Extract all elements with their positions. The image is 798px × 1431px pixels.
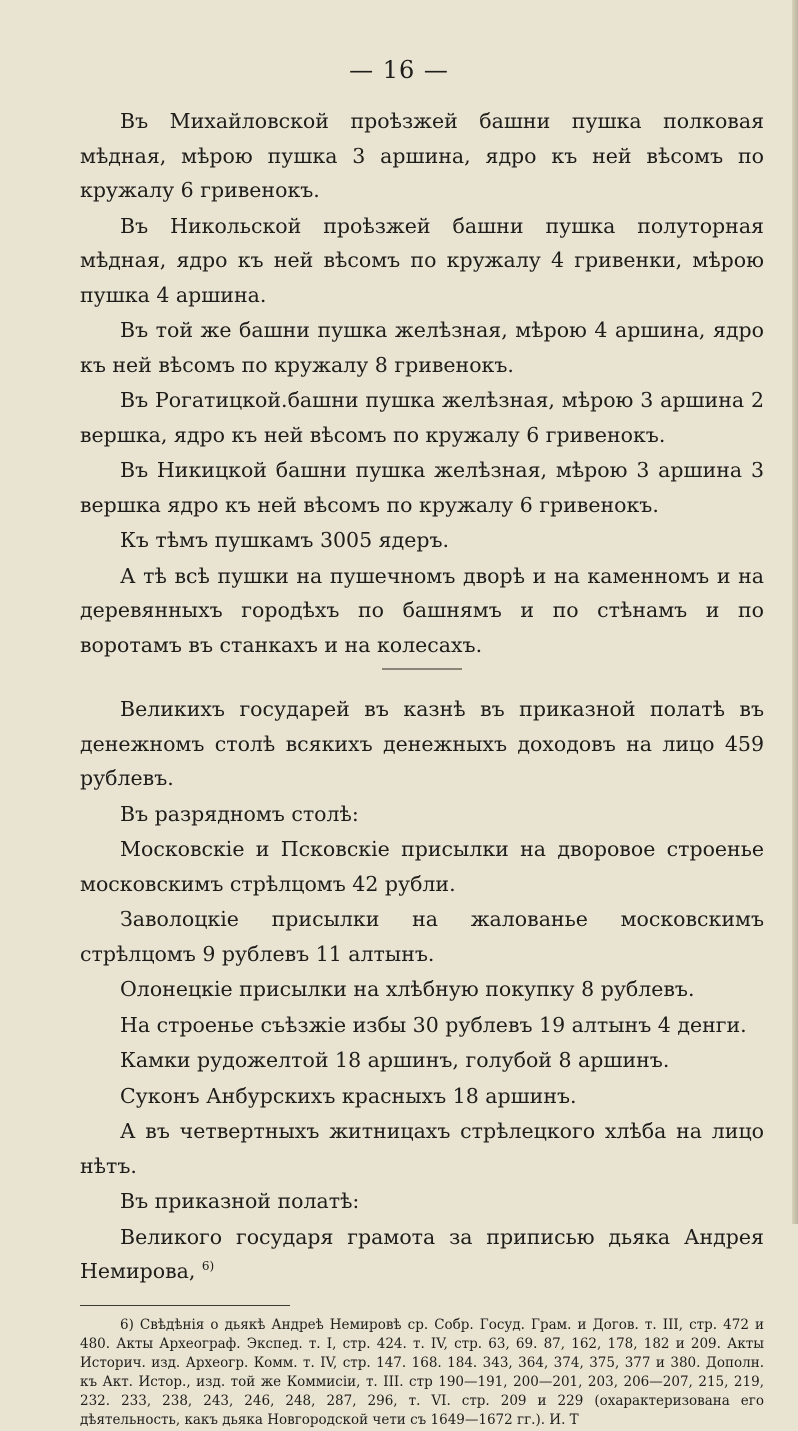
paragraph: Къ тѣмъ пушкамъ 3005 ядеръ. (120, 528, 450, 552)
section-divider (382, 668, 462, 670)
footnote: 6) Свѣдѣнія о дьякѣ Андреѣ Немировѣ ср. Собр. Госуд. Грам. и Догов. т. III, стр. 472 и 480. Акты Археограф. Экспед. т. I, стр. 424. т. IV, стр. 63, 69. 87, 162, 178, 182 и 209. Акты Историч. изд. Археогр. Комм. т. IV, стр. 147. 168. 184. 343, 364, 374, 375, 377 и 380. Дополн. къ Акт. Истор., изд. той же Коммисіи, т. III. стр 190—191, 200—201, 203, 206—207, 215, 219, 232. 233, 238, 243, 246, 248, 287, 296, т. VI. стр. 209 и 229 (охарактеризована его дѣятельность, какъ дьяка Новгородской чети съ 1649—1672 гг.). И. Т (80, 1316, 764, 1428)
paragraph: Въ Рогатицкой.башни пушка желѣзная, мѣрою 3 аршина 2 вершка, ядро къ ней вѣсомъ по кружалу 6 гривенокъ. (80, 388, 764, 447)
paragraph: А тѣ всѣ пушки на пушечномъ дворѣ и на каменномъ и на деревянныхъ городѣхъ по башнямъ и по стѣнамъ и по воротамъ въ станкахъ и на колесахъ. (80, 563, 764, 657)
paragraph: На строенье съѣзжіе избы 30 рублевъ 19 алтынъ 4 денги. (120, 1012, 747, 1037)
paragraph: Заволоцкіе присылки на жалованье московскимъ стрѣлцомъ 9 рублевъ 11 алтынъ. (80, 907, 764, 966)
paragraph-text: Великого государя грамота за приписью дьяка Андрея Немирова, (80, 1224, 764, 1283)
paragraph: Камки рудожелтой 18 аршинъ, голубой 8 аршинъ. (120, 1048, 670, 1072)
body-text (80, 104, 764, 1431)
paragraph: А въ четвертныхъ житницахъ стрѣлецкого хлѣба на лицо нѣтъ. (80, 1119, 764, 1178)
paragraph: Въ Михайловской проѣзжей башни пушка полковая мѣдная, мѣрою пушка 3 аршина, ядро къ ней вѣсомъ по кружалу 6 гривенокъ. (80, 109, 764, 202)
paragraph: Суконъ Анбурскихъ красныхъ 18 аршинъ. (120, 1083, 577, 1108)
paragraph: Въ Никольской проѣзжей башни пушка полуторная мѣдная, ядро къ ней вѣсомъ по кружалу 4 гривенки, мѣрою пушка 4 аршина. (80, 213, 764, 307)
paragraph: Въ разрядномъ столѣ: (120, 801, 359, 826)
paragraph: Въ той же башни пушка желѣзная, мѣрою 4 аршина, ядро къ ней вѣсомъ по кружалу 8 гривенокъ. (80, 318, 764, 377)
paragraph: Олонецкіе присылки на хлѣбную покупку 8 рублевъ. (120, 977, 695, 1001)
paragraph: Въ Никицкой башни пушка желѣзная, мѣрою 3 аршина 3 вершка ядро къ ней вѣсомъ по кружалу 6 гривенокъ. (80, 458, 764, 517)
footnote-marker: 6) (201, 1259, 215, 1274)
paragraph: Въ приказной полатѣ: (120, 1189, 360, 1213)
paragraph-with-note (80, 1220, 764, 1289)
page-edge (792, 0, 798, 1224)
paragraph: Великихъ государей въ казнѣ въ приказной полатѣ въ денежномъ столѣ всякихъ денежныхъ доходовъ на лицо 459 рублевъ. (80, 697, 764, 790)
page-number: — 16 — (349, 56, 449, 84)
footnote-rule (80, 1305, 290, 1306)
paragraph: Московскіе и Псковскіе присылки на дворовое строенье московскимъ стрѣлцомъ 42 рубли. (80, 837, 764, 896)
